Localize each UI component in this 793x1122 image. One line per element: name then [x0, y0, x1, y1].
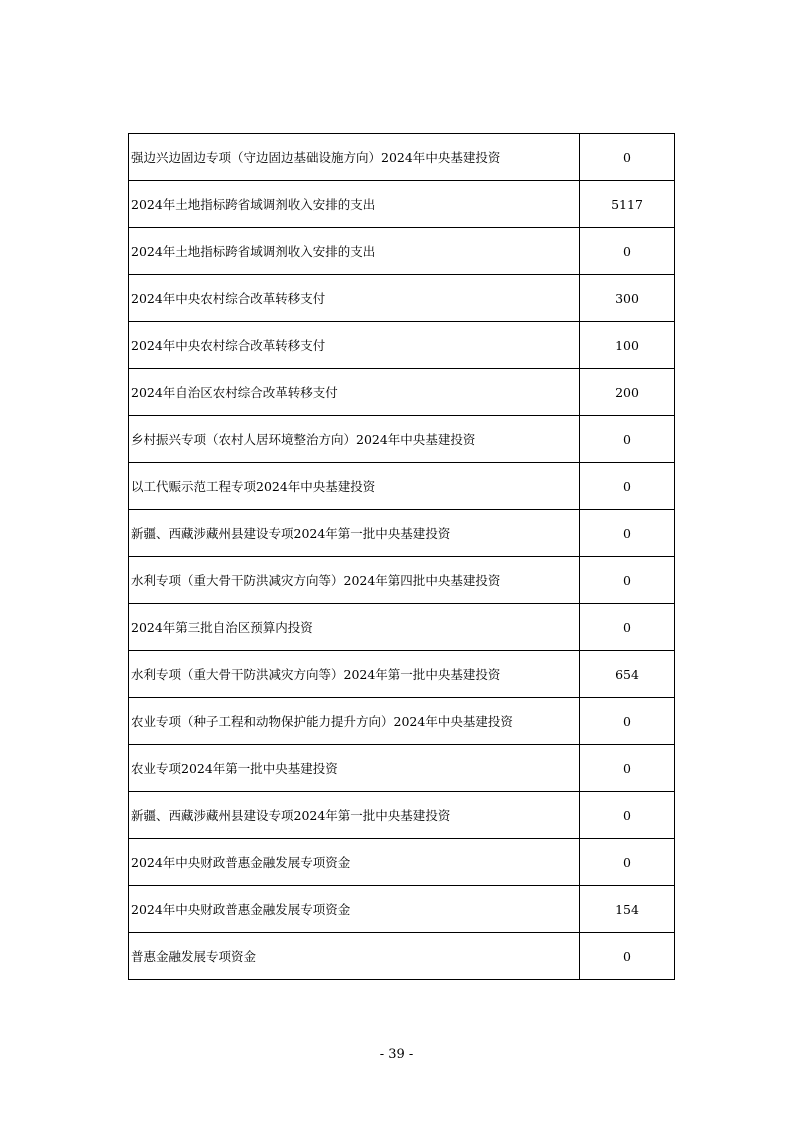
amount-cell: 0 — [580, 839, 675, 886]
table-row — [129, 228, 675, 275]
funding-table — [128, 133, 675, 980]
table-row — [129, 134, 675, 181]
table-row — [129, 510, 675, 557]
project-name-cell: 2024年土地指标跨省域调剂收入安排的支出 — [129, 228, 580, 275]
table-row — [129, 322, 675, 369]
project-name-cell: 农业专项（种子工程和动物保护能力提升方向）2024年中央基建投资 — [129, 698, 580, 745]
project-name-cell: 以工代赈示范工程专项2024年中央基建投资 — [129, 463, 580, 510]
funding-table-body — [129, 134, 675, 980]
table-row — [129, 275, 675, 322]
project-name-cell: 2024年土地指标跨省域调剂收入安排的支出 — [129, 181, 580, 228]
project-name-cell: 乡村振兴专项（农村人居环境整治方向）2024年中央基建投资 — [129, 416, 580, 463]
table-row — [129, 933, 675, 980]
amount-cell: 300 — [580, 275, 675, 322]
amount-cell: 0 — [580, 416, 675, 463]
project-name-cell: 2024年中央财政普惠金融发展专项资金 — [129, 839, 580, 886]
project-name-cell: 普惠金融发展专项资金 — [129, 933, 580, 980]
project-name-cell: 水利专项（重大骨干防洪减灾方向等）2024年第一批中央基建投资 — [129, 651, 580, 698]
table-row — [129, 181, 675, 228]
table-row — [129, 416, 675, 463]
project-name-cell: 水利专项（重大骨干防洪减灾方向等）2024年第四批中央基建投资 — [129, 557, 580, 604]
table-row — [129, 745, 675, 792]
project-name-cell: 2024年第三批自治区预算内投资 — [129, 604, 580, 651]
amount-cell: 0 — [580, 463, 675, 510]
amount-cell: 0 — [580, 698, 675, 745]
amount-cell: 200 — [580, 369, 675, 416]
table-row — [129, 369, 675, 416]
amount-cell: 0 — [580, 134, 675, 181]
table-row — [129, 557, 675, 604]
table-row — [129, 886, 675, 933]
project-name-cell: 新疆、西藏涉藏州县建设专项2024年第一批中央基建投资 — [129, 510, 580, 557]
amount-cell: 654 — [580, 651, 675, 698]
table-row — [129, 792, 675, 839]
amount-cell: 0 — [580, 228, 675, 275]
project-name-cell: 2024年中央农村综合改革转移支付 — [129, 322, 580, 369]
page-number: - 39 - — [379, 1047, 414, 1062]
amount-cell: 0 — [580, 745, 675, 792]
project-name-cell: 2024年中央农村综合改革转移支付 — [129, 275, 580, 322]
project-name-cell: 2024年中央财政普惠金融发展专项资金 — [129, 886, 580, 933]
amount-cell: 0 — [580, 604, 675, 651]
project-name-cell: 2024年自治区农村综合改革转移支付 — [129, 369, 580, 416]
amount-cell: 0 — [580, 933, 675, 980]
amount-cell: 154 — [580, 886, 675, 933]
project-name-cell: 强边兴边固边专项（守边固边基础设施方向）2024年中央基建投资 — [129, 134, 580, 181]
amount-cell: 0 — [580, 557, 675, 604]
table-row — [129, 463, 675, 510]
table-row — [129, 604, 675, 651]
amount-cell: 0 — [580, 510, 675, 557]
amount-cell: 100 — [580, 322, 675, 369]
table-row — [129, 698, 675, 745]
table-row — [129, 839, 675, 886]
table-row — [129, 651, 675, 698]
project-name-cell: 农业专项2024年第一批中央基建投资 — [129, 745, 580, 792]
project-name-cell: 新疆、西藏涉藏州县建设专项2024年第一批中央基建投资 — [129, 792, 580, 839]
amount-cell: 5117 — [580, 181, 675, 228]
amount-cell: 0 — [580, 792, 675, 839]
